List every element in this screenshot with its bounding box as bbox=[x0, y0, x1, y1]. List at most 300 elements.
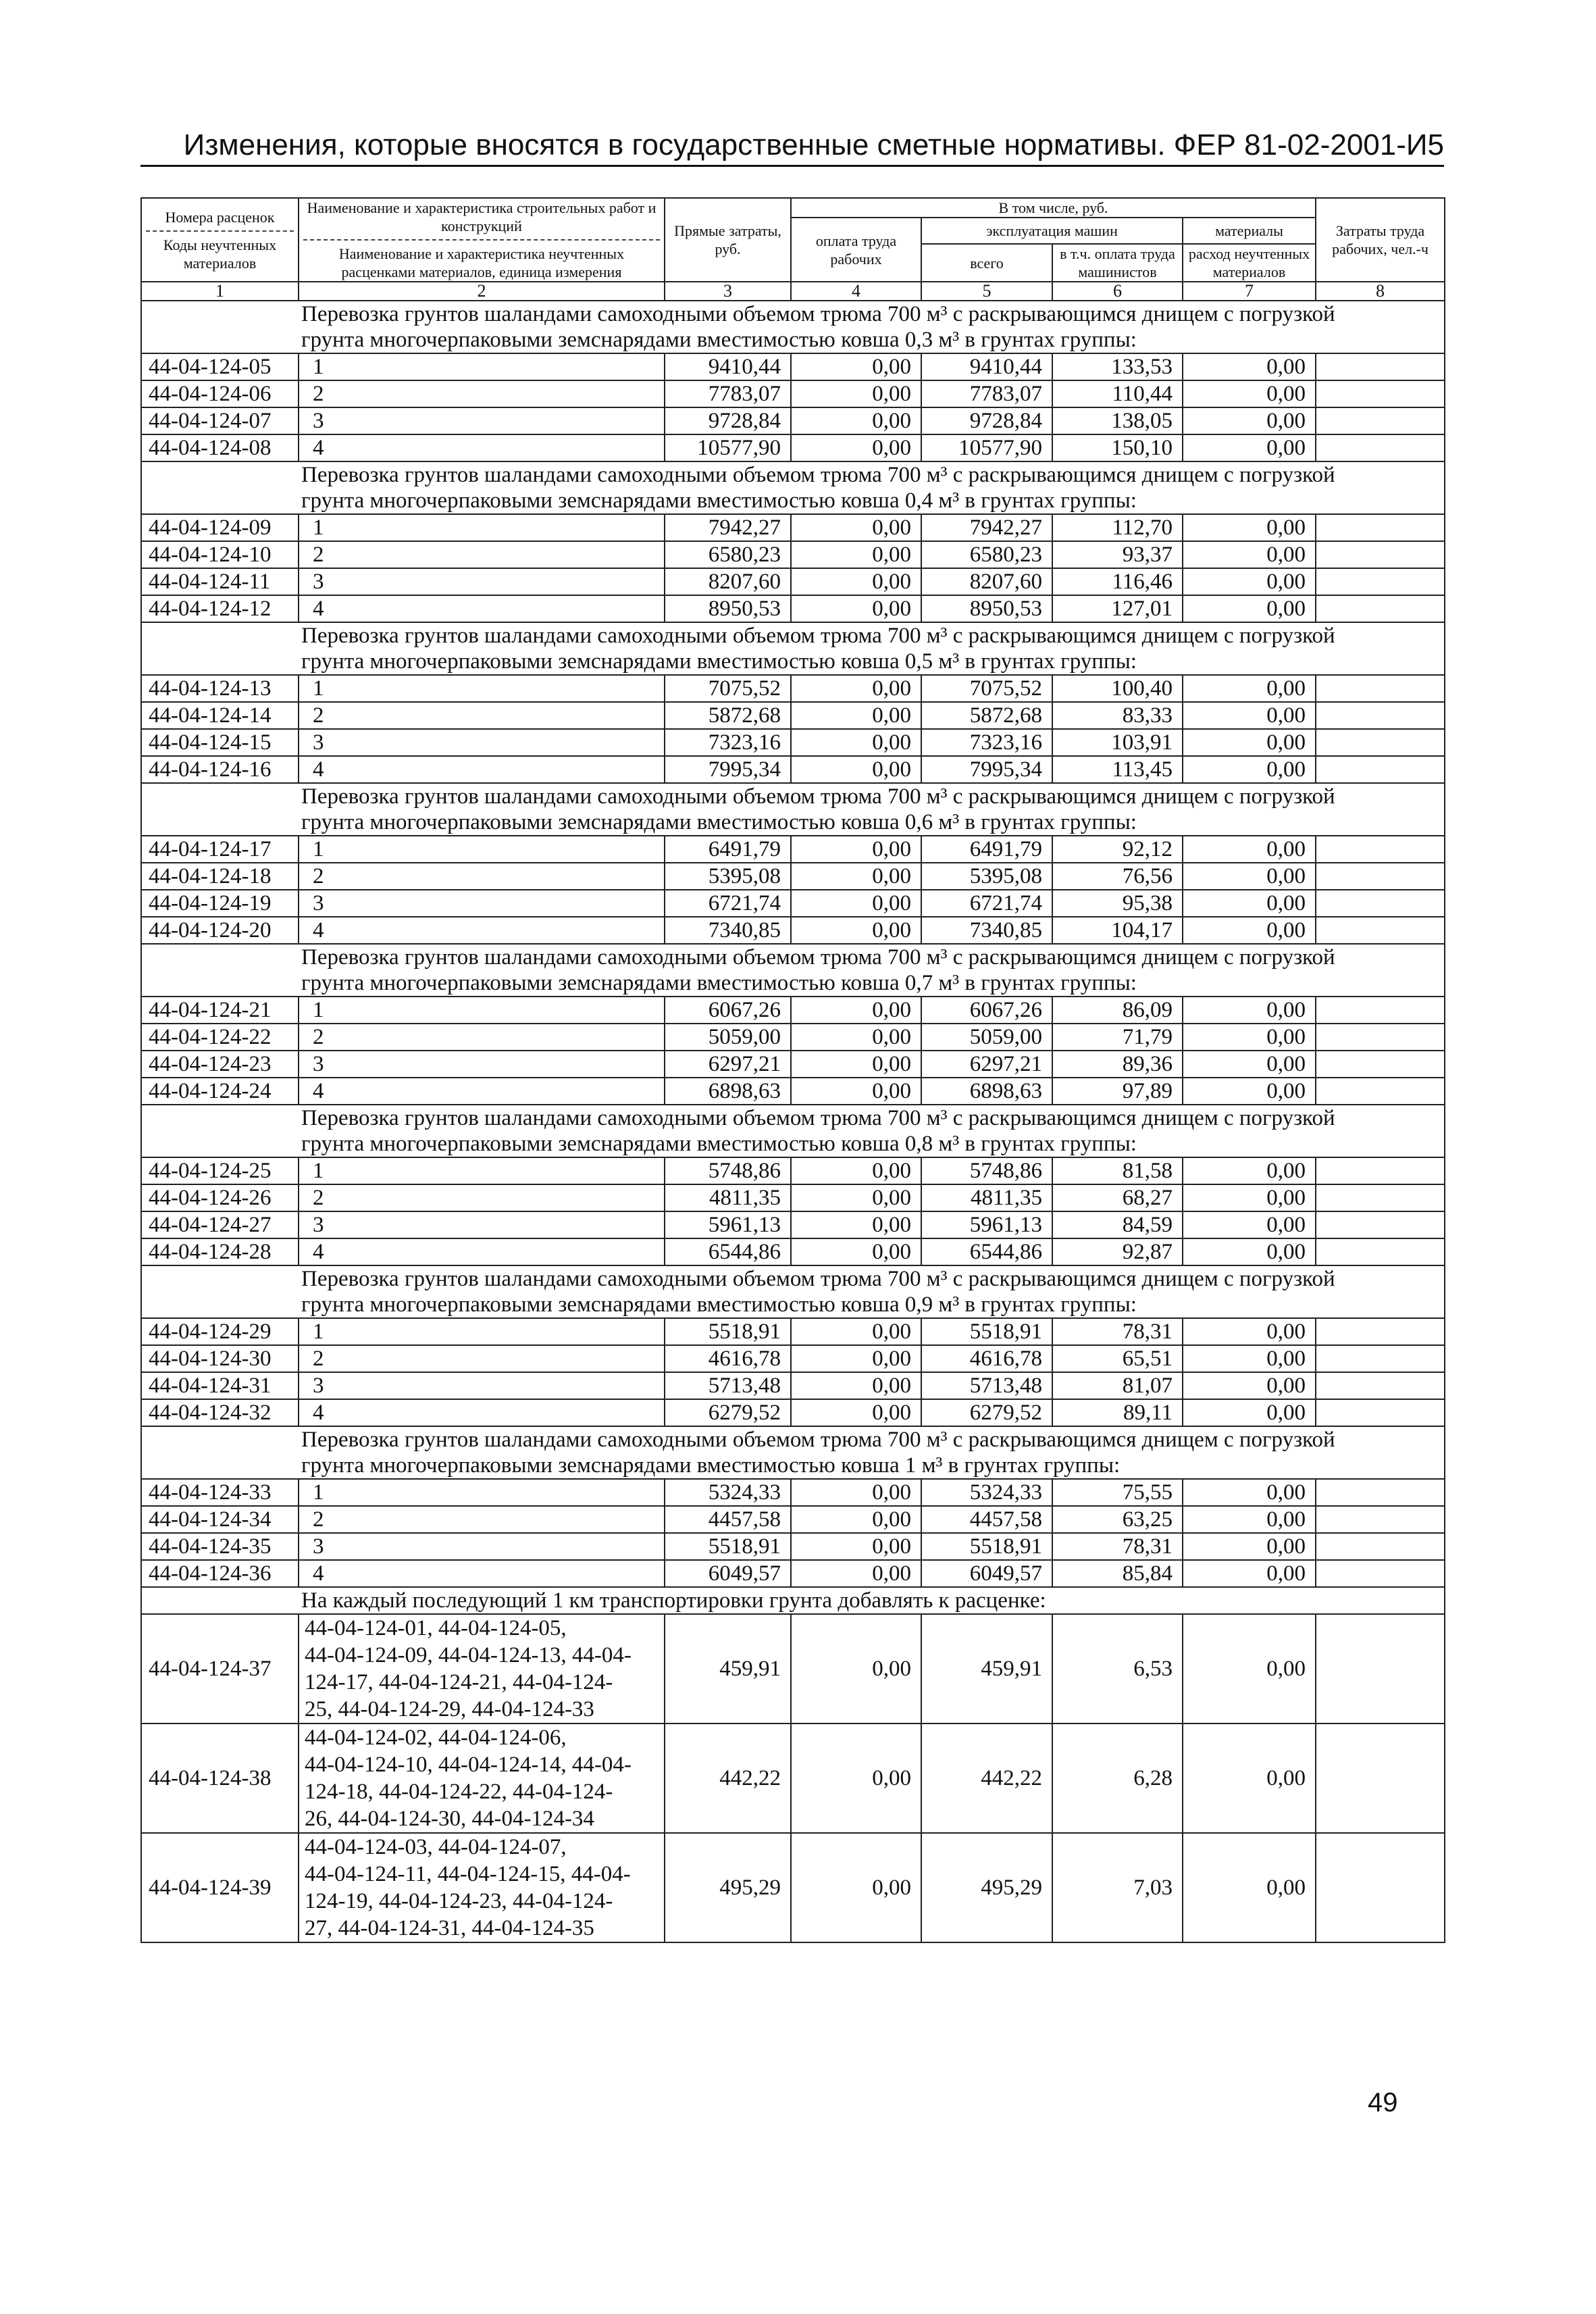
worker-pay: 0,00 bbox=[791, 595, 921, 622]
worker-pay: 0,00 bbox=[791, 541, 921, 568]
materials-usage: 0,00 bbox=[1183, 1024, 1316, 1051]
section-title bbox=[141, 461, 1445, 514]
labor-hours bbox=[1316, 1211, 1445, 1238]
worker-pay: 0,00 bbox=[791, 1399, 921, 1426]
section-title bbox=[141, 622, 1445, 675]
direct-costs: 7075,52 bbox=[665, 675, 791, 702]
operator-pay: 6,53 bbox=[1052, 1614, 1183, 1724]
labor-hours bbox=[1316, 514, 1445, 541]
labor-hours bbox=[1316, 407, 1445, 434]
machines-total: 7340,85 bbox=[921, 917, 1052, 944]
section-title-line: грунта многочерпаковыми земснарядами вместимостью ковша 0,5 м³ в грунтах группы: bbox=[301, 649, 1137, 674]
labor-hours bbox=[1316, 1560, 1445, 1587]
machines-total: 5518,91 bbox=[921, 1533, 1052, 1560]
section-title-row bbox=[141, 944, 1445, 997]
table-row bbox=[141, 1318, 1445, 1345]
rate-code: 44-04-124-12 bbox=[141, 595, 299, 622]
materials-usage: 0,00 bbox=[1183, 434, 1316, 461]
worker-pay: 0,00 bbox=[791, 1724, 921, 1833]
operator-pay: 100,40 bbox=[1052, 675, 1183, 702]
worker-pay: 0,00 bbox=[791, 1614, 921, 1724]
column-numbers-row bbox=[141, 282, 1445, 301]
direct-costs: 442,22 bbox=[665, 1724, 791, 1833]
column-number: 3 bbox=[665, 282, 791, 301]
table-row bbox=[141, 1345, 1445, 1372]
rate-code: 44-04-124-19 bbox=[141, 890, 299, 917]
table-row bbox=[141, 434, 1445, 461]
materials-usage: 0,00 bbox=[1183, 997, 1316, 1024]
table-body bbox=[141, 301, 1445, 1942]
table-row bbox=[141, 1399, 1445, 1426]
materials-usage: 0,00 bbox=[1183, 1372, 1316, 1399]
materials-usage: 0,00 bbox=[1183, 380, 1316, 407]
rate-code: 44-04-124-15 bbox=[141, 729, 299, 756]
materials-usage: 0,00 bbox=[1183, 1479, 1316, 1506]
operator-pay: 133,53 bbox=[1052, 353, 1183, 380]
labor-hours bbox=[1316, 1024, 1445, 1051]
rate-code: 44-04-124-28 bbox=[141, 1238, 299, 1265]
rate-code: 44-04-124-36 bbox=[141, 1560, 299, 1587]
section-title-line: Перевозка грунтов шаландами самоходными объемом трюма 700 м³ с раскрывающимся днищем с погрузкой bbox=[301, 784, 1335, 809]
section-title bbox=[141, 1426, 1445, 1479]
table-row bbox=[141, 729, 1445, 756]
worker-pay: 0,00 bbox=[791, 1078, 921, 1105]
operator-pay: 116,46 bbox=[1052, 568, 1183, 595]
materials-usage: 0,00 bbox=[1183, 1078, 1316, 1105]
applies-to-line: 124-19, 44-04-124-23, 44-04-124- bbox=[305, 1889, 613, 1913]
table-row bbox=[141, 890, 1445, 917]
operator-pay: 83,33 bbox=[1052, 702, 1183, 729]
direct-costs: 7340,85 bbox=[665, 917, 791, 944]
table-row bbox=[141, 1051, 1445, 1078]
applies-to-line: 27, 44-04-124-31, 44-04-124-35 bbox=[305, 1916, 594, 1940]
machines-total: 442,22 bbox=[921, 1724, 1052, 1833]
header-machines: эксплуатация машин bbox=[921, 218, 1183, 244]
applies-to-line: 44-04-124-10, 44-04-124-14, 44-04- bbox=[305, 1753, 632, 1777]
soil-group: 1 bbox=[299, 1479, 665, 1506]
materials-usage: 0,00 bbox=[1183, 1184, 1316, 1211]
header-material-usage: расход неучтенных материалов bbox=[1183, 244, 1316, 282]
direct-costs: 459,91 bbox=[665, 1614, 791, 1724]
worker-pay: 0,00 bbox=[791, 702, 921, 729]
table-row bbox=[141, 836, 1445, 863]
machines-total: 10577,90 bbox=[921, 434, 1052, 461]
rate-code: 44-04-124-14 bbox=[141, 702, 299, 729]
materials-usage: 0,00 bbox=[1183, 1560, 1316, 1587]
rate-code: 44-04-124-35 bbox=[141, 1533, 299, 1560]
rate-code: 44-04-124-32 bbox=[141, 1399, 299, 1426]
table-row bbox=[141, 702, 1445, 729]
machines-total: 6067,26 bbox=[921, 997, 1052, 1024]
operator-pay: 127,01 bbox=[1052, 595, 1183, 622]
direct-costs: 7942,27 bbox=[665, 514, 791, 541]
rate-code: 44-04-124-05 bbox=[141, 353, 299, 380]
soil-group: 3 bbox=[299, 1533, 665, 1560]
direct-costs: 10577,90 bbox=[665, 434, 791, 461]
direct-costs: 6544,86 bbox=[665, 1238, 791, 1265]
operator-pay: 89,11 bbox=[1052, 1399, 1183, 1426]
operator-pay: 93,37 bbox=[1052, 541, 1183, 568]
direct-costs: 5748,86 bbox=[665, 1157, 791, 1184]
worker-pay: 0,00 bbox=[791, 568, 921, 595]
applies-to-line: 124-18, 44-04-124-22, 44-04-124- bbox=[305, 1780, 613, 1804]
labor-hours bbox=[1316, 890, 1445, 917]
section-title-line: грунта многочерпаковыми земснарядами вместимостью ковша 0,3 м³ в грунтах группы: bbox=[301, 328, 1137, 352]
header-separator bbox=[146, 230, 294, 232]
applies-to-line: 26, 44-04-124-30, 44-04-124-34 bbox=[305, 1807, 594, 1831]
materials-usage: 0,00 bbox=[1183, 917, 1316, 944]
materials-usage: 0,00 bbox=[1183, 1051, 1316, 1078]
section-title-line: Перевозка грунтов шаландами самоходными объемом трюма 700 м³ с раскрывающимся днищем с погрузкой bbox=[301, 624, 1335, 648]
soil-group: 4 bbox=[299, 756, 665, 783]
applies-to-line: 25, 44-04-124-29, 44-04-124-33 bbox=[305, 1697, 594, 1721]
operator-pay: 81,07 bbox=[1052, 1372, 1183, 1399]
soil-group: 1 bbox=[299, 836, 665, 863]
header-direct-costs: Прямые затраты, руб. bbox=[665, 198, 791, 282]
machines-total: 5395,08 bbox=[921, 863, 1052, 890]
rate-code: 44-04-124-22 bbox=[141, 1024, 299, 1051]
section-title-row bbox=[141, 1265, 1445, 1318]
machines-total: 7783,07 bbox=[921, 380, 1052, 407]
rate-code: 44-04-124-07 bbox=[141, 407, 299, 434]
section-title bbox=[141, 1105, 1445, 1157]
labor-hours bbox=[1316, 756, 1445, 783]
section-title-line: На каждый последующий 1 км транспортировки грунта добавлять к расценке: bbox=[301, 1588, 1046, 1613]
rate-code: 44-04-124-11 bbox=[141, 568, 299, 595]
soil-group: 2 bbox=[299, 702, 665, 729]
header-worker-pay: оплата труда рабочих bbox=[791, 218, 921, 282]
worker-pay: 0,00 bbox=[791, 729, 921, 756]
soil-group: 4 bbox=[299, 434, 665, 461]
table-row bbox=[141, 1614, 1445, 1724]
materials-usage: 0,00 bbox=[1183, 353, 1316, 380]
header-operator-pay: в т.ч. оплата труда машинистов bbox=[1052, 244, 1183, 282]
labor-hours bbox=[1316, 675, 1445, 702]
table-row bbox=[141, 407, 1445, 434]
direct-costs: 5518,91 bbox=[665, 1318, 791, 1345]
operator-pay: 113,45 bbox=[1052, 756, 1183, 783]
worker-pay: 0,00 bbox=[791, 836, 921, 863]
materials-usage: 0,00 bbox=[1183, 1157, 1316, 1184]
rate-code: 44-04-124-13 bbox=[141, 675, 299, 702]
rate-code: 44-04-124-23 bbox=[141, 1051, 299, 1078]
table-row bbox=[141, 675, 1445, 702]
direct-costs: 8950,53 bbox=[665, 595, 791, 622]
labor-hours bbox=[1316, 863, 1445, 890]
section-title-line: грунта многочерпаковыми земснарядами вместимостью ковша 0,6 м³ в грунтах группы: bbox=[301, 810, 1137, 834]
operator-pay: 68,27 bbox=[1052, 1184, 1183, 1211]
header-separator bbox=[303, 239, 660, 241]
soil-group: 1 bbox=[299, 353, 665, 380]
labor-hours bbox=[1316, 1533, 1445, 1560]
worker-pay: 0,00 bbox=[791, 1238, 921, 1265]
labor-hours bbox=[1316, 1833, 1445, 1942]
column-number: 4 bbox=[791, 282, 921, 301]
section-title bbox=[141, 783, 1445, 836]
operator-pay: 63,25 bbox=[1052, 1506, 1183, 1533]
soil-group: 3 bbox=[299, 1211, 665, 1238]
worker-pay: 0,00 bbox=[791, 1479, 921, 1506]
column-number: 8 bbox=[1316, 282, 1445, 301]
operator-pay: 92,12 bbox=[1052, 836, 1183, 863]
soil-group: 4 bbox=[299, 595, 665, 622]
direct-costs: 7783,07 bbox=[665, 380, 791, 407]
materials-usage: 0,00 bbox=[1183, 1345, 1316, 1372]
machines-total: 8207,60 bbox=[921, 568, 1052, 595]
soil-group: 3 bbox=[299, 568, 665, 595]
machines-total: 9410,44 bbox=[921, 353, 1052, 380]
direct-costs: 5395,08 bbox=[665, 863, 791, 890]
operator-pay: 150,10 bbox=[1052, 434, 1183, 461]
table-row bbox=[141, 1506, 1445, 1533]
direct-costs: 6067,26 bbox=[665, 997, 791, 1024]
worker-pay: 0,00 bbox=[791, 1211, 921, 1238]
rate-code: 44-04-124-17 bbox=[141, 836, 299, 863]
materials-usage: 0,00 bbox=[1183, 1399, 1316, 1426]
worker-pay: 0,00 bbox=[791, 917, 921, 944]
page-number: 49 bbox=[1368, 2088, 1398, 2117]
rate-code: 44-04-124-33 bbox=[141, 1479, 299, 1506]
worker-pay: 0,00 bbox=[791, 863, 921, 890]
direct-costs: 9410,44 bbox=[665, 353, 791, 380]
section-title-line: Перевозка грунтов шаландами самоходными объемом трюма 700 м³ с раскрывающимся днищем с погрузкой bbox=[301, 463, 1335, 487]
direct-costs: 5518,91 bbox=[665, 1533, 791, 1560]
machines-total: 5324,33 bbox=[921, 1479, 1052, 1506]
header-material-name: Наименование и характеристика неучтенных расценками материалов, единица измерения bbox=[338, 245, 625, 280]
table-row bbox=[141, 1238, 1445, 1265]
column-number: 6 bbox=[1052, 282, 1183, 301]
operator-pay: 75,55 bbox=[1052, 1479, 1183, 1506]
section-title-row bbox=[141, 783, 1445, 836]
section-title-row bbox=[141, 1587, 1445, 1614]
rate-code: 44-04-124-08 bbox=[141, 434, 299, 461]
operator-pay: 81,58 bbox=[1052, 1157, 1183, 1184]
section-title-line: Перевозка грунтов шаландами самоходными объемом трюма 700 м³ с раскрывающимся днищем с погрузкой bbox=[301, 1267, 1335, 1291]
rate-code: 44-04-124-29 bbox=[141, 1318, 299, 1345]
materials-usage: 0,00 bbox=[1183, 1211, 1316, 1238]
materials-usage: 0,00 bbox=[1183, 675, 1316, 702]
direct-costs: 7995,34 bbox=[665, 756, 791, 783]
table-row bbox=[141, 1724, 1445, 1833]
machines-total: 5961,13 bbox=[921, 1211, 1052, 1238]
worker-pay: 0,00 bbox=[791, 890, 921, 917]
materials-usage: 0,00 bbox=[1183, 863, 1316, 890]
machines-total: 5713,48 bbox=[921, 1372, 1052, 1399]
materials-usage: 0,00 bbox=[1183, 568, 1316, 595]
header-names bbox=[299, 198, 665, 282]
operator-pay: 95,38 bbox=[1052, 890, 1183, 917]
materials-usage: 0,00 bbox=[1183, 1533, 1316, 1560]
machines-total: 7995,34 bbox=[921, 756, 1052, 783]
operator-pay: 7,03 bbox=[1052, 1833, 1183, 1942]
materials-usage: 0,00 bbox=[1183, 890, 1316, 917]
worker-pay: 0,00 bbox=[791, 1345, 921, 1372]
labor-hours bbox=[1316, 434, 1445, 461]
direct-costs: 495,29 bbox=[665, 1833, 791, 1942]
rate-code: 44-04-124-30 bbox=[141, 1345, 299, 1372]
applies-to-line: 44-04-124-03, 44-04-124-07, bbox=[305, 1835, 567, 1859]
column-number: 7 bbox=[1183, 282, 1316, 301]
materials-usage: 0,00 bbox=[1183, 514, 1316, 541]
labor-hours bbox=[1316, 1724, 1445, 1833]
rate-code: 44-04-124-39 bbox=[141, 1833, 299, 1942]
machines-total: 4616,78 bbox=[921, 1345, 1052, 1372]
direct-costs: 5324,33 bbox=[665, 1479, 791, 1506]
header-machines-total: всего bbox=[921, 244, 1052, 282]
machines-total: 5518,91 bbox=[921, 1318, 1052, 1345]
machines-total: 9728,84 bbox=[921, 407, 1052, 434]
table-row bbox=[141, 353, 1445, 380]
table-row bbox=[141, 1024, 1445, 1051]
worker-pay: 0,00 bbox=[791, 353, 921, 380]
operator-pay: 71,79 bbox=[1052, 1024, 1183, 1051]
soil-group: 3 bbox=[299, 729, 665, 756]
header-labor-hours: Затраты труда рабочих, чел.-ч bbox=[1316, 198, 1445, 282]
worker-pay: 0,00 bbox=[791, 1560, 921, 1587]
machines-total: 6580,23 bbox=[921, 541, 1052, 568]
materials-usage: 0,00 bbox=[1183, 595, 1316, 622]
soil-group: 2 bbox=[299, 1184, 665, 1211]
section-title-line: грунта многочерпаковыми земснарядами вместимостью ковша 0,7 м³ в грунтах группы: bbox=[301, 971, 1137, 995]
materials-usage: 0,00 bbox=[1183, 1724, 1316, 1833]
rate-code: 44-04-124-31 bbox=[141, 1372, 299, 1399]
machines-total: 6721,74 bbox=[921, 890, 1052, 917]
header-codes bbox=[141, 198, 299, 282]
labor-hours bbox=[1316, 997, 1445, 1024]
worker-pay: 0,00 bbox=[791, 756, 921, 783]
section-title-line: Перевозка грунтов шаландами самоходными объемом трюма 700 м³ с раскрывающимся днищем с погрузкой bbox=[301, 1428, 1335, 1452]
machines-total: 6544,86 bbox=[921, 1238, 1052, 1265]
worker-pay: 0,00 bbox=[791, 1184, 921, 1211]
header-rate-numbers: Номера расценок bbox=[165, 208, 275, 226]
section-title-row bbox=[141, 1426, 1445, 1479]
section-title-row bbox=[141, 461, 1445, 514]
soil-group: 4 bbox=[299, 1238, 665, 1265]
header-material-codes: Коды неучтенных материалов bbox=[163, 236, 277, 272]
soil-group: 1 bbox=[299, 1318, 665, 1345]
rate-code: 44-04-124-34 bbox=[141, 1506, 299, 1533]
rate-code: 44-04-124-21 bbox=[141, 997, 299, 1024]
soil-group: 2 bbox=[299, 1506, 665, 1533]
worker-pay: 0,00 bbox=[791, 1318, 921, 1345]
operator-pay: 112,70 bbox=[1052, 514, 1183, 541]
machines-total: 5059,00 bbox=[921, 1024, 1052, 1051]
operator-pay: 138,05 bbox=[1052, 407, 1183, 434]
machines-total: 6297,21 bbox=[921, 1051, 1052, 1078]
materials-usage: 0,00 bbox=[1183, 1506, 1316, 1533]
labor-hours bbox=[1316, 1614, 1445, 1724]
labor-hours bbox=[1316, 1157, 1445, 1184]
direct-costs: 9728,84 bbox=[665, 407, 791, 434]
header-materials: материалы bbox=[1183, 218, 1316, 244]
worker-pay: 0,00 bbox=[791, 514, 921, 541]
table-row bbox=[141, 568, 1445, 595]
soil-group: 2 bbox=[299, 541, 665, 568]
table-row bbox=[141, 756, 1445, 783]
direct-costs: 6279,52 bbox=[665, 1399, 791, 1426]
table-row bbox=[141, 380, 1445, 407]
direct-costs: 6049,57 bbox=[665, 1560, 791, 1587]
labor-hours bbox=[1316, 1372, 1445, 1399]
section-title-line: грунта многочерпаковыми земснарядами вместимостью ковша 0,8 м³ в грунтах группы: bbox=[301, 1132, 1137, 1156]
header-work-name: Наименование и характеристика строительных работ и конструкций bbox=[307, 199, 657, 234]
direct-costs: 4811,35 bbox=[665, 1184, 791, 1211]
rate-code: 44-04-124-27 bbox=[141, 1211, 299, 1238]
section-title-line: Перевозка грунтов шаландами самоходными объемом трюма 700 м³ с раскрывающимся днищем с погрузкой bbox=[301, 1106, 1335, 1130]
soil-group: 2 bbox=[299, 863, 665, 890]
labor-hours bbox=[1316, 1399, 1445, 1426]
labor-hours bbox=[1316, 353, 1445, 380]
rate-code: 44-04-124-16 bbox=[141, 756, 299, 783]
applies-to-rates bbox=[299, 1833, 665, 1942]
direct-costs: 6491,79 bbox=[665, 836, 791, 863]
table-row bbox=[141, 863, 1445, 890]
soil-group: 3 bbox=[299, 890, 665, 917]
table-row bbox=[141, 917, 1445, 944]
labor-hours bbox=[1316, 541, 1445, 568]
machines-total: 7075,52 bbox=[921, 675, 1052, 702]
worker-pay: 0,00 bbox=[791, 1157, 921, 1184]
materials-usage: 0,00 bbox=[1183, 836, 1316, 863]
labor-hours bbox=[1316, 1345, 1445, 1372]
rate-code: 44-04-124-26 bbox=[141, 1184, 299, 1211]
machines-total: 7323,16 bbox=[921, 729, 1052, 756]
machines-total: 6049,57 bbox=[921, 1560, 1052, 1587]
labor-hours bbox=[1316, 568, 1445, 595]
table-row bbox=[141, 1372, 1445, 1399]
operator-pay: 104,17 bbox=[1052, 917, 1183, 944]
section-title-row bbox=[141, 1105, 1445, 1157]
section-title-row bbox=[141, 622, 1445, 675]
materials-usage: 0,00 bbox=[1183, 756, 1316, 783]
applies-to-line: 44-04-124-09, 44-04-124-13, 44-04- bbox=[305, 1643, 632, 1667]
worker-pay: 0,00 bbox=[791, 997, 921, 1024]
table-row bbox=[141, 1078, 1445, 1105]
column-number: 1 bbox=[141, 282, 299, 301]
rate-code: 44-04-124-09 bbox=[141, 514, 299, 541]
materials-usage: 0,00 bbox=[1183, 1833, 1316, 1942]
section-title bbox=[141, 944, 1445, 997]
worker-pay: 0,00 bbox=[791, 380, 921, 407]
labor-hours bbox=[1316, 1238, 1445, 1265]
worker-pay: 0,00 bbox=[791, 1024, 921, 1051]
operator-pay: 76,56 bbox=[1052, 863, 1183, 890]
labor-hours bbox=[1316, 380, 1445, 407]
labor-hours bbox=[1316, 729, 1445, 756]
table-row bbox=[141, 541, 1445, 568]
materials-usage: 0,00 bbox=[1183, 729, 1316, 756]
direct-costs: 6721,74 bbox=[665, 890, 791, 917]
worker-pay: 0,00 bbox=[791, 1833, 921, 1942]
direct-costs: 7323,16 bbox=[665, 729, 791, 756]
soil-group: 4 bbox=[299, 917, 665, 944]
section-title-line: Перевозка грунтов шаландами самоходными объемом трюма 700 м³ с раскрывающимся днищем с погрузкой bbox=[301, 302, 1335, 326]
table-row bbox=[141, 1157, 1445, 1184]
worker-pay: 0,00 bbox=[791, 1533, 921, 1560]
table-row bbox=[141, 514, 1445, 541]
direct-costs: 5961,13 bbox=[665, 1211, 791, 1238]
rate-code: 44-04-124-37 bbox=[141, 1614, 299, 1724]
operator-pay: 6,28 bbox=[1052, 1724, 1183, 1833]
labor-hours bbox=[1316, 702, 1445, 729]
machines-total: 5748,86 bbox=[921, 1157, 1052, 1184]
table-row bbox=[141, 1533, 1445, 1560]
rate-code: 44-04-124-25 bbox=[141, 1157, 299, 1184]
labor-hours bbox=[1316, 595, 1445, 622]
soil-group: 1 bbox=[299, 1157, 665, 1184]
machines-total: 4457,58 bbox=[921, 1506, 1052, 1533]
operator-pay: 92,87 bbox=[1052, 1238, 1183, 1265]
